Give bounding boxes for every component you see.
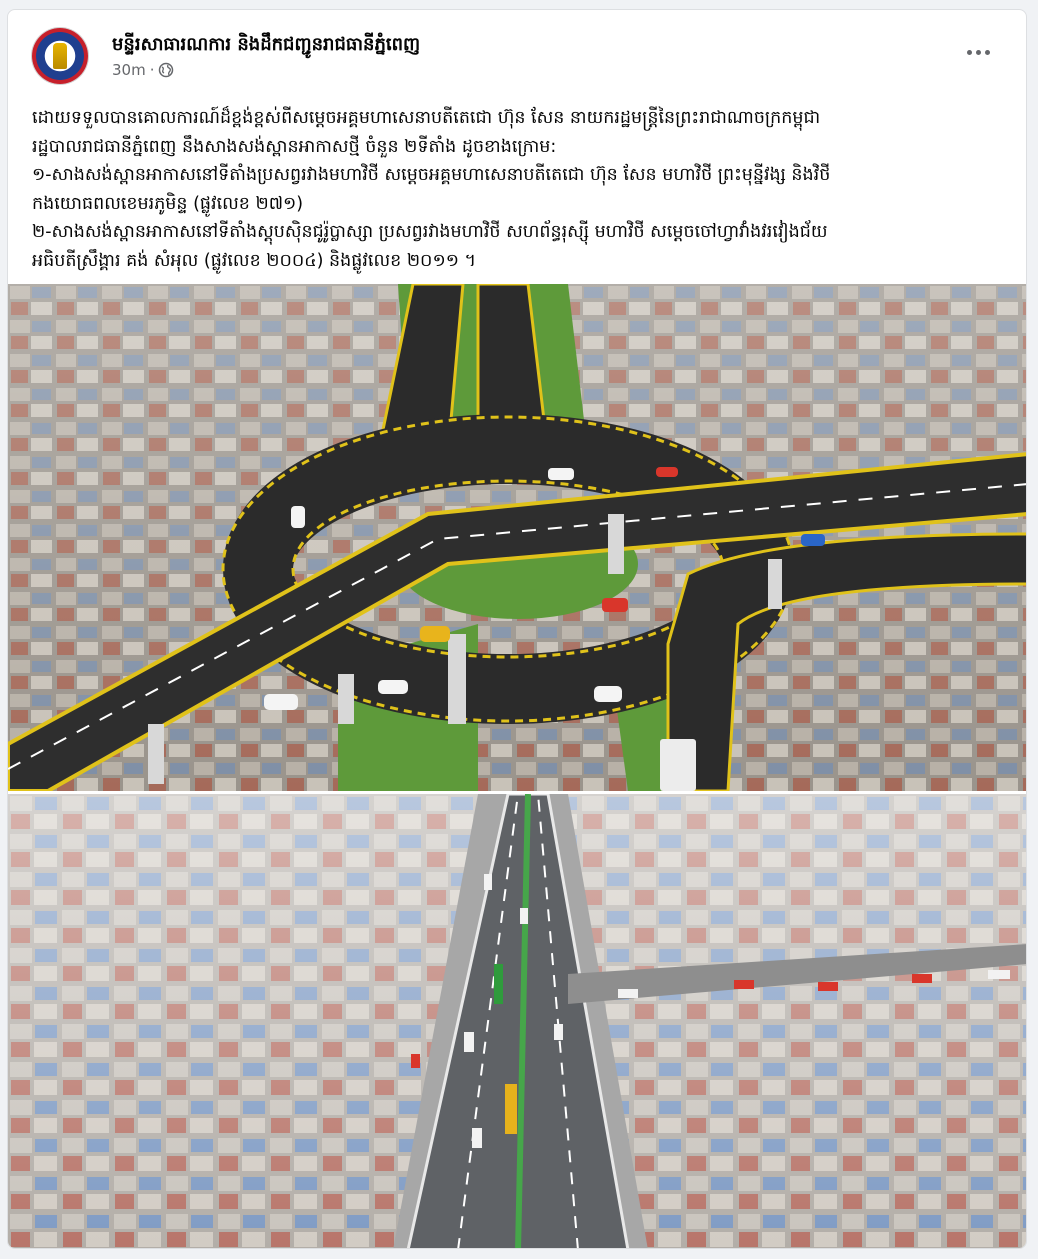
globe-icon[interactable] [158, 62, 174, 78]
more-dot [985, 50, 990, 55]
post-header [8, 10, 1026, 92]
post-photo-interchange[interactable] [8, 284, 1027, 791]
post-text-line: ២-សាងសង់ស្ពានអាកាសនៅទីតាំងស្តុបស៊ិនជូរ៉ូប្លាស្សា ប្រសព្វរវាងមហាវិថី សហព័ន្ធរុស្ស៊ី មហាវិថី សម្តេចចៅហ្វាវាំងវរវៀងជ័យ [32, 222, 828, 243]
page-name-link[interactable]: មន្ទីរសាធារណការ និងដឹកជញ្ជូនរាជធានីភ្នំពេញ [112, 34, 421, 55]
post-text-line: កងយោធពលខេមរភូមិន្ទ (ផ្លូវលេខ ២៧១) [32, 193, 304, 214]
page-avatar[interactable] [32, 28, 88, 84]
more-horizontal-icon [967, 50, 972, 55]
post-meta [112, 61, 174, 79]
post-text-line: ១-សាងសង់ស្ពានអាកាសនៅទីតាំងប្រសព្វរវាងមហាវិថី សម្តេចអគ្គមហាសេនាបតីតេជោ ហ៊ុន សែន មហាវិថី ព្រះមុន្នីវង្ស និងវិថី [32, 165, 831, 186]
post-text-line: រដ្ឋបាលរាជធានីភ្នំពេញ នឹងសាងសង់ស្ពានអាកាសថ្មី ចំនួន ២ទីតាំង ដូចខាងក្រោម: [32, 136, 557, 157]
logo-emblem-icon [53, 43, 67, 69]
post-text-line: ដោយទទួលបានគោលការណ៍ដ៏ខ្ពង់ខ្ពស់ពីសម្តេចអគ្គមហាសេនាបតីតេជោ ហ៊ុន សែន នាយករដ្ឋមន្ត្រីនៃព្រះរាជាណាចក្រកម្ពុជា [32, 108, 821, 128]
facebook-post [7, 9, 1027, 1249]
post-text [32, 104, 1007, 276]
post-text-line: អធិបតីស្រឹង្គារ គង់ សំអុល (ផ្លូវលេខ ២០០៤) និងផ្លូវលេខ ២០១១ ។ [32, 250, 477, 271]
more-dot [976, 50, 981, 55]
post-timestamp[interactable]: 30m [112, 61, 146, 79]
meta-separator: · [149, 61, 155, 79]
more-options-button[interactable] [958, 36, 998, 68]
post-photo-viaduct[interactable] [8, 794, 1027, 1249]
